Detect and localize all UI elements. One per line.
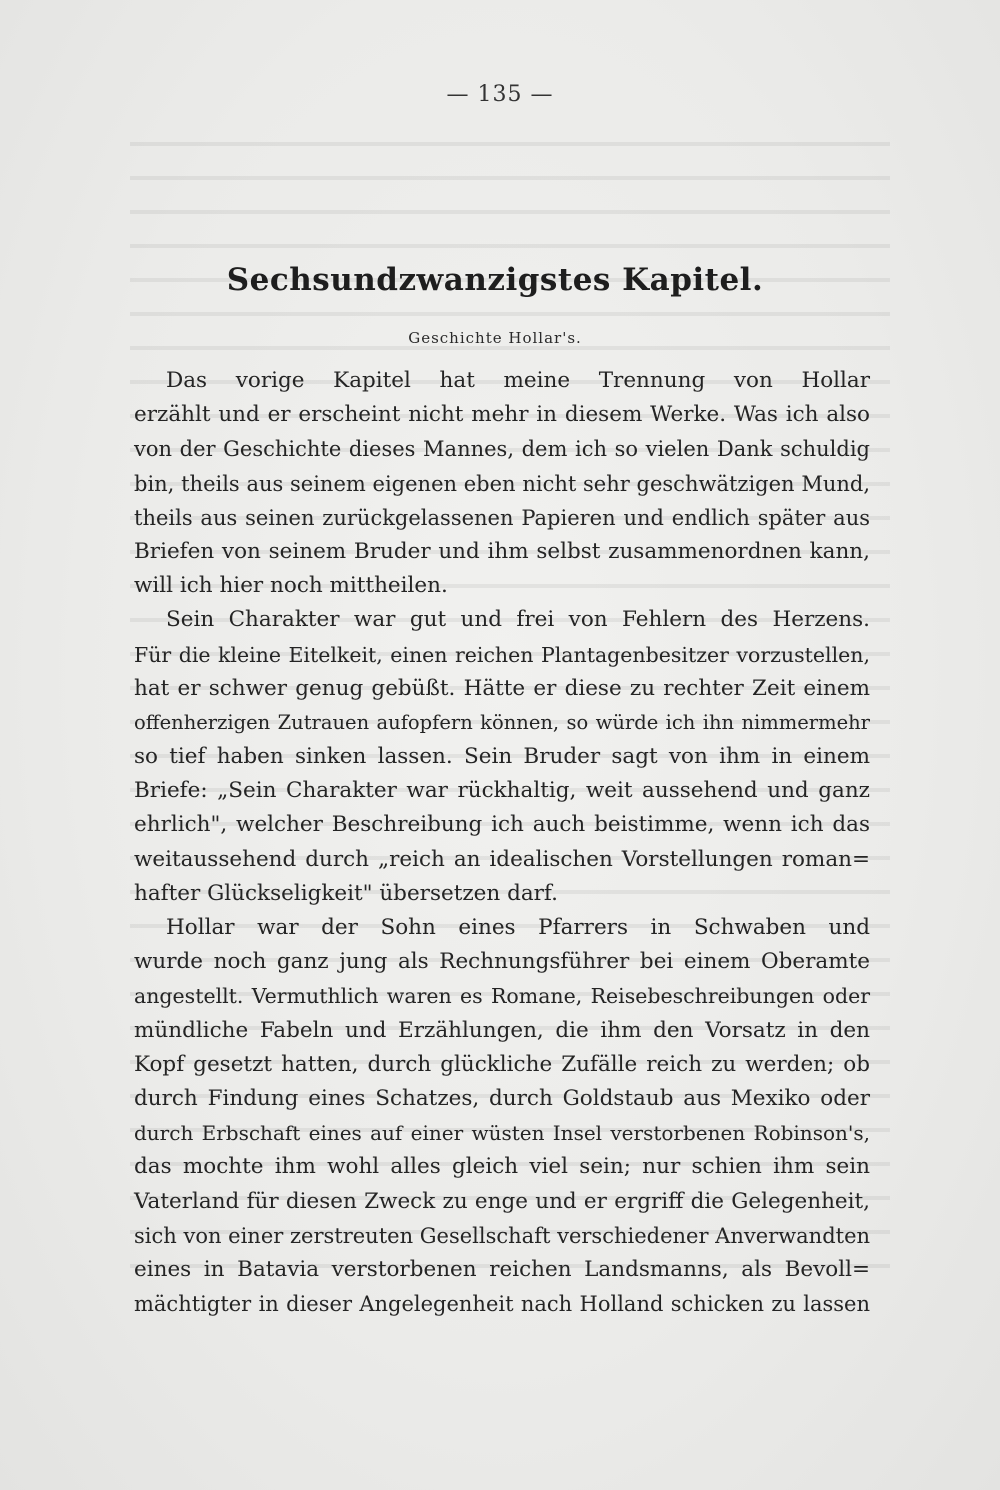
text-line: Kopf gesetzt hatten, durch glückliche Zufälle reich zu werden; ob: [134, 1051, 870, 1077]
text-line: theils aus seinen zurückgelassenen Papieren und endlich später aus: [134, 505, 870, 530]
body-text: [134, 364, 870, 1321]
text-line: ehrlich", welcher Beschreibung ich auch beistimme, wenn ich das: [134, 812, 870, 838]
text-line: eines in Batavia verstorbenen reichen Landsmanns, als Bevoll=: [134, 1256, 870, 1282]
text-line: Briefen von seinem Bruder und ihm selbst zusammenordnen kann,: [134, 538, 870, 564]
text-line: erzählt und er erscheint nicht mehr in diesem Werke. Was ich also: [134, 402, 870, 428]
text-line: durch Findung eines Schatzes, durch Goldstaub aus Mexiko oder: [134, 1085, 870, 1111]
page-number: — 135 —: [446, 82, 554, 107]
text-line: das mochte ihm wohl alles gleich viel sein; nur schien ihm sein: [134, 1154, 870, 1180]
text-line: Vaterland für diesen Zweck zu enge und er ergriff die Gelegenheit,: [134, 1188, 870, 1214]
text-line: von der Geschichte dieses Mannes, dem ich so vielen Dank schuldig: [134, 437, 870, 462]
text-line: hafter Glückseligkeit" übersetzen darf.: [134, 880, 558, 906]
text-line: angestellt. Vermuthlich waren es Romane, Reisebeschreibungen oder: [134, 984, 870, 1009]
text-line: Das vorige Kapitel hat meine Trennung von Hollar: [166, 368, 870, 393]
text-line: bin, theils aus seinem eigenen eben nicht sehr geschwätzigen Mund,: [134, 471, 870, 496]
text-line: weitaussehend durch „reich an idealischen Vorstellungen roman=: [134, 846, 870, 872]
text-line: Hollar war der Sohn eines Pfarrers in Schwaben und: [166, 915, 870, 940]
chapter-subtitle: Geschichte Hollar's.: [408, 329, 582, 347]
text-line: will ich hier noch mittheilen.: [134, 573, 448, 599]
text-line: offenherzigen Zutrauen aufopfern können, so würde ich ihn nimmermehr: [134, 710, 870, 734]
text-line: Briefe: „Sein Charakter war rückhaltig, weit aussehend und ganz: [134, 778, 870, 804]
text-line: sich von einer zerstreuten Gesellschaft verschiedener Anverwandten: [134, 1223, 871, 1248]
text-line: mächtigter in dieser Angelegenheit nach Holland schicken zu lassen: [134, 1292, 870, 1317]
text-line: hat er schwer genug gebüßt. Hätte er diese zu rechter Zeit einem: [134, 675, 870, 701]
text-line: durch Erbschaft eines auf einer wüsten Insel verstorbenen Robinson's,: [134, 1121, 870, 1146]
text-line: Für die kleine Eitelkeit, einen reichen Plantagenbesitzer vorzustellen,: [134, 642, 870, 667]
text-line: so tief haben sinken lassen. Sein Bruder sagt von ihm in einem: [134, 744, 870, 770]
text-line: Sein Charakter war gut und frei von Fehlern des Herzens.: [166, 607, 870, 633]
chapter-title: Sechsundzwanzigstes Kapitel.: [226, 262, 764, 298]
text-line: wurde noch ganz jung als Rechnungsführer bei einem Oberamte: [134, 949, 870, 975]
text-line: mündliche Fabeln und Erzählungen, die ihm den Vorsatz in den: [134, 1017, 870, 1043]
